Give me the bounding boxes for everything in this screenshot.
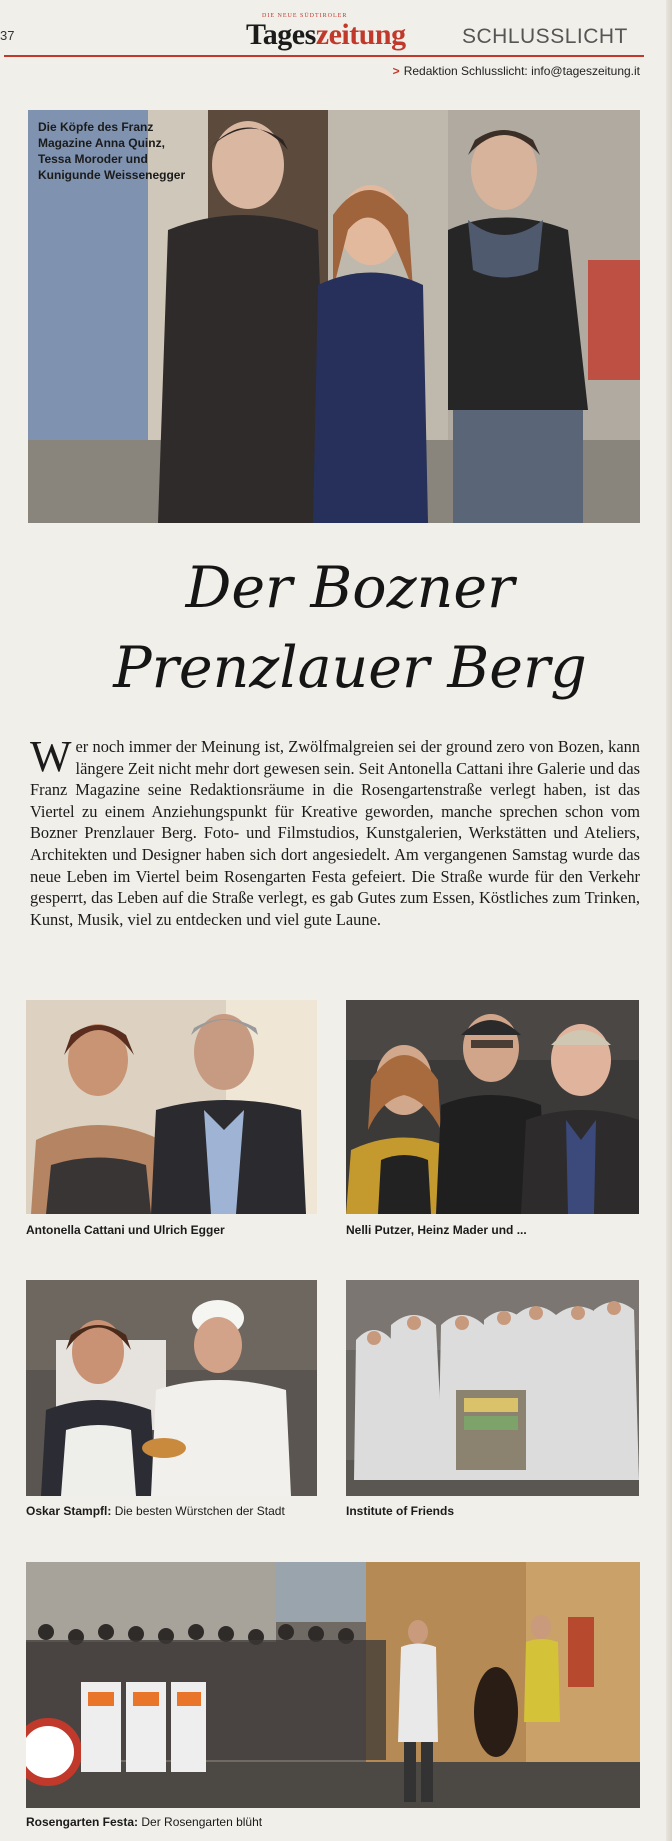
caption-1-bold: Antonella Cattani und Ulrich Egger bbox=[26, 1223, 225, 1237]
caption-3-bold: Oskar Stampfl: bbox=[26, 1504, 112, 1518]
photo-caption-5 bbox=[26, 1814, 640, 1830]
photo-caption-1 bbox=[26, 1222, 317, 1238]
masthead-logo bbox=[246, 18, 406, 52]
hero-caption: Die Köpfe des Franz Magazine Anna Quinz, Tessa Moroder und Kunigunde Weissenegger bbox=[38, 120, 186, 182]
section-label: SCHLUSSLICHT bbox=[462, 25, 628, 48]
caption-5-bold: Rosengarten Festa: bbox=[26, 1815, 139, 1829]
header-rule bbox=[4, 55, 644, 57]
logo-part-zeitung: zeitung bbox=[315, 18, 406, 51]
photo-caption-2 bbox=[346, 1222, 639, 1238]
photo-putzer-mader bbox=[346, 1000, 639, 1214]
photo-caption-3 bbox=[26, 1503, 317, 1519]
caption-3-rest: Die besten Würstchen der Stadt bbox=[111, 1504, 285, 1518]
photo-rosengarten-festa bbox=[26, 1562, 640, 1808]
caption-5-rest: Der Rosengarten blüht bbox=[138, 1815, 263, 1829]
photo-institute-of-friends bbox=[346, 1280, 639, 1496]
headline-line-1: Der Bozner bbox=[185, 555, 515, 621]
article-body-text: er noch immer der Meinung ist, Zwölfmalgreien sei der ground zero von Bozen, kann längere Zeit nicht mehr dort gewesen sein. Seit Antonella Cattani ihre Galerie und das Franz Magazine seine Redaktionsräume in die Rosengartenstraße verlegt haben, ist das Viertel zu einem Anziehungspunkt für Kreative geworden, manche sprechen schon vom Bozner Prenzlauer Berg. Foto- und Filmstudios, Kunstgalerien, Werkstätten und Ateliers, Architekten und Designer haben sich dort angesiedelt. Am vergangenen Samstag wurde das neue Leben im Viertel beim Rosengarten Festa gefeiert. Die Straße wurde für den Verkehr gesperrt, das Leben auf die Straße verlegt, es gab Gutes zum Essen, Köstliches zum Trinken, Kunst, Musik, viel zu entdecken und viel gute Laune. bbox=[30, 737, 640, 929]
caption-4-bold: Institute of Friends bbox=[346, 1504, 454, 1518]
photo-caption-4 bbox=[346, 1503, 639, 1519]
masthead-tagline: DIE NEUE SÜDTIROLER bbox=[262, 13, 348, 19]
headline-line-2: Prenzlauer Berg bbox=[113, 635, 587, 701]
headline bbox=[60, 548, 640, 708]
contact-text: Redaktion Schlusslicht: info@tageszeitung.it bbox=[403, 64, 640, 78]
contact-line bbox=[393, 64, 640, 78]
page-edge-shadow bbox=[666, 0, 672, 1841]
photo-stampfl bbox=[26, 1280, 317, 1496]
photo-cattani-egger bbox=[26, 1000, 317, 1214]
dropcap: W bbox=[30, 732, 72, 781]
page-number: 37 bbox=[0, 28, 15, 43]
logo-part-tages: Tages bbox=[246, 18, 316, 51]
caption-2-bold: Nelli Putzer, Heinz Mader und ... bbox=[346, 1223, 527, 1237]
article-body bbox=[30, 732, 640, 930]
arrow-right-icon: > bbox=[392, 64, 400, 78]
